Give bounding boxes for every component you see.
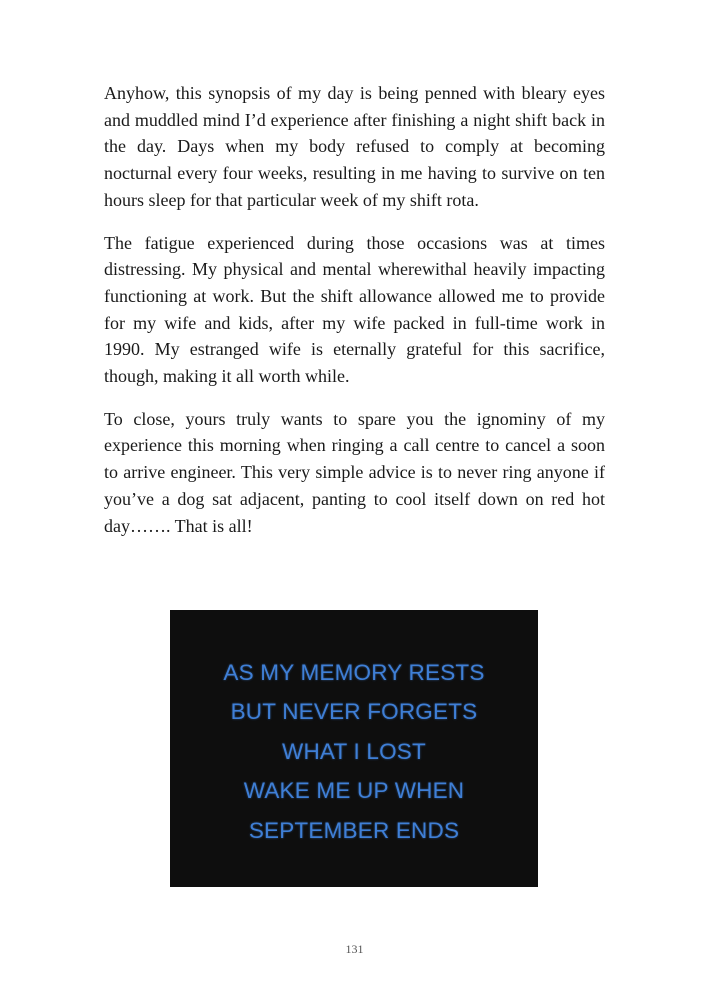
paragraph-1: Anyhow, this synopsis of my day is being penned with bleary eyes and muddled mind I’d experience after finishing a night shift back in the day. Days when my body refused to comply at becoming nocturnal every four weeks, resulting in me having to survive on ten hours sleep for that particular week of my shift rota. — [104, 83, 605, 210]
lyrics-line: WAKE ME UP WHEN — [243, 778, 465, 804]
paragraph-3: To close, yours truly wants to spare you the ignominy of my experience this morning when ringing a call centre to cancel a soon to arrive engineer. This very simple advice is to never ring anyone if you’ve a dog sat adjacent, panting to cool itself down on red hot day……. That is all! — [104, 408, 605, 536]
lyrics-image — [170, 610, 538, 887]
lyrics-line: BUT NEVER FORGETS — [230, 699, 478, 725]
lyrics-lines — [223, 653, 484, 851]
paragraph-2: The fatigue experienced during those occasions was at times distressing. My physical and mental wherewithal heavily impacting functioning at work. But the shift allowance allowed me to provide for my wife and kids, after my wife packed in full-time work in 1990. My estranged wife is eternally grateful for this sacrifice, though, making it all worth while. — [104, 232, 605, 387]
lyrics-line: WHAT I LOST — [282, 738, 426, 764]
lyrics-line: AS MY MEMORY RESTS — [223, 659, 485, 685]
body-text — [104, 80, 605, 555]
lyrics-line: SEPTEMBER ENDS — [248, 817, 460, 843]
page-number: 131 — [345, 942, 364, 956]
